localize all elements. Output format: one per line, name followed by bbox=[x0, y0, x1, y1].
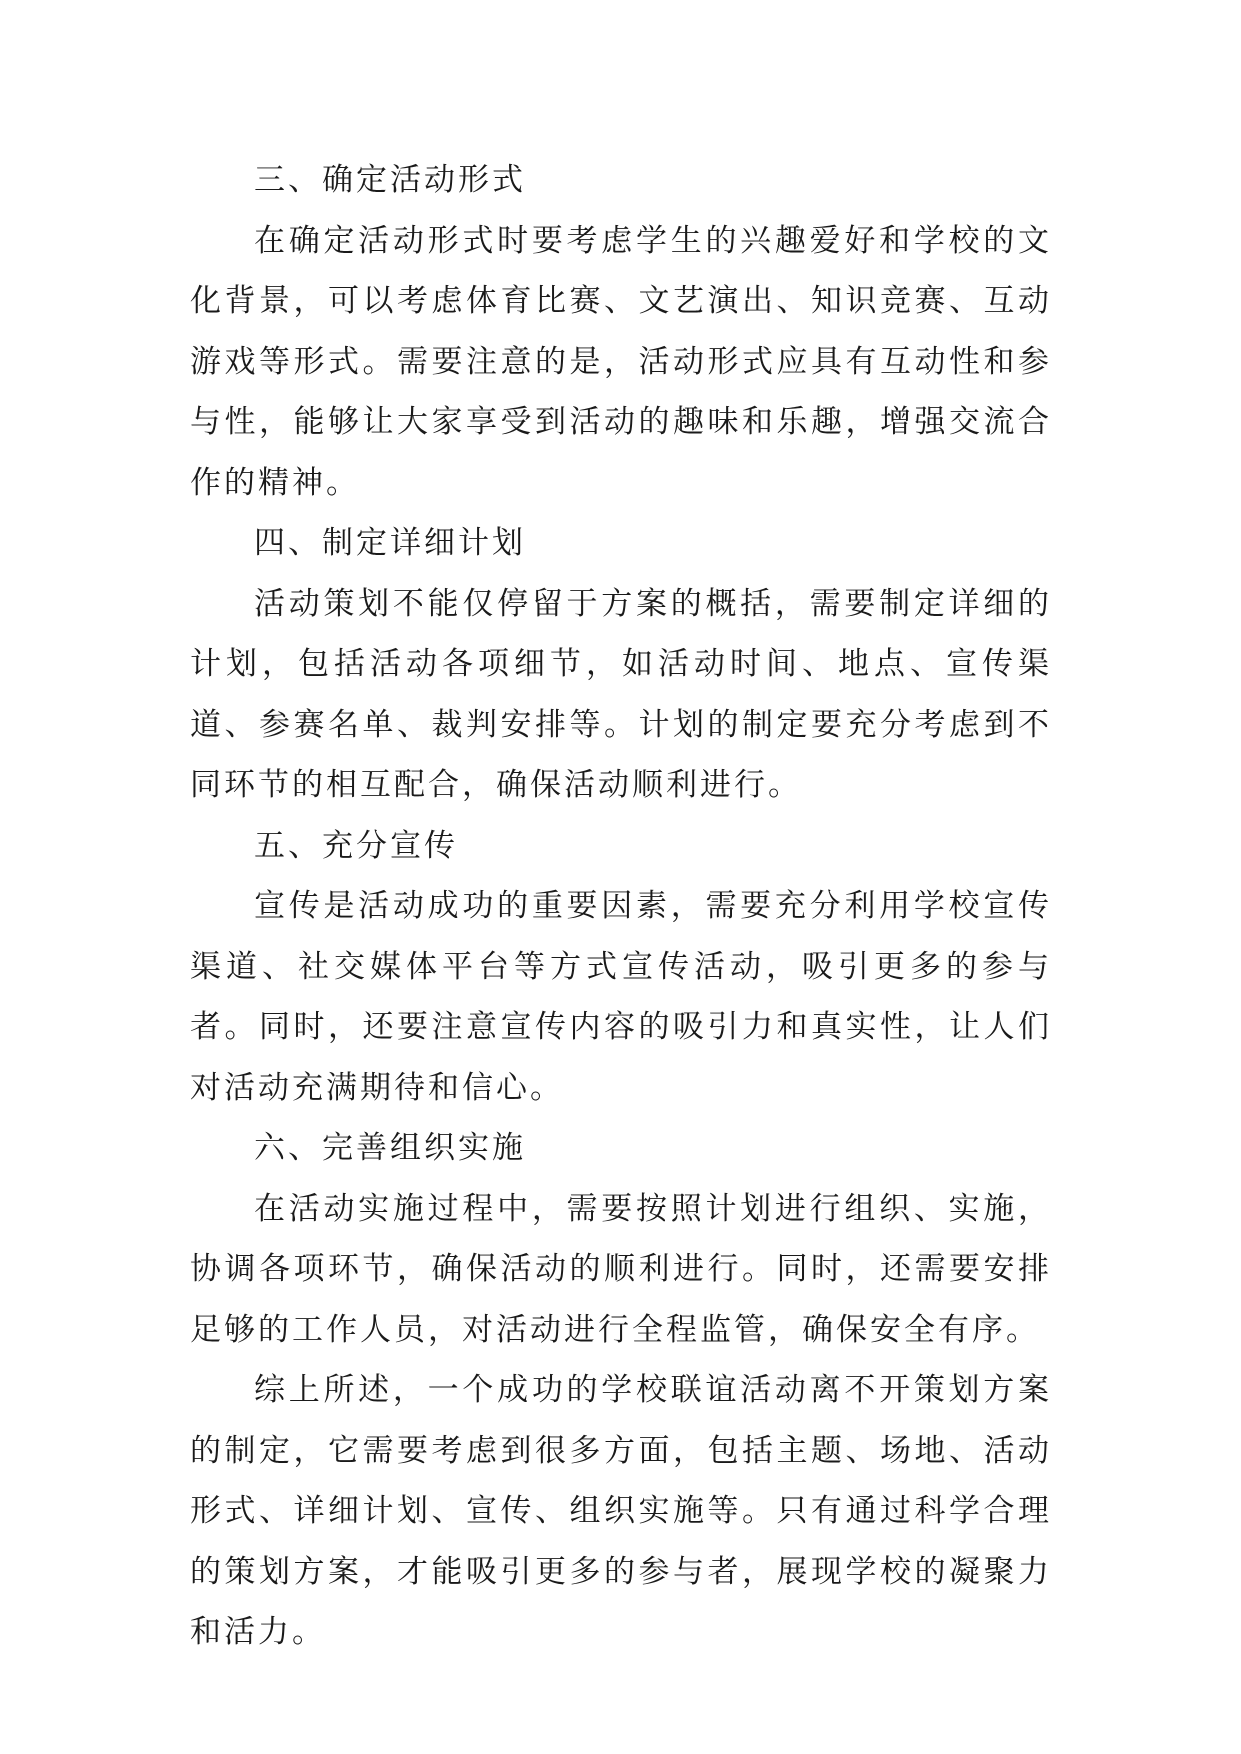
paragraph-conclusion: 综上所述，一个成功的学校联谊活动离不开策划方案的制定，它需要考虑到很多方面，包括主题、场地、活动形式、详细计划、宣传、组织实施等。只有通过科学合理的策划方案，才能吸引更多的参与者，展现学校的凝聚力和活力。 bbox=[190, 1372, 1052, 1650]
paragraph-activity-form: 在确定活动形式时要考虑学生的兴趣爱好和学校的文化背景，可以考虑体育比赛、文艺演出、知识竞赛、互动游戏等形式。需要注意的是，活动形式应具有互动性和参与性，能够让大家享受到活动的趣味和乐趣，增强交流合作的精神。 bbox=[190, 222, 1052, 501]
paragraph-detailed-plan: 活动策划不能仅停留于方案的概括，需要制定详细的计划，包括活动各项细节，如活动时间、地点、宣传渠道、参赛名单、裁判安排等。计划的制定要充分考虑到不同环节的相互配合，确保活动顺利进行。 bbox=[190, 585, 1052, 803]
document-page bbox=[190, 150, 1052, 1663]
section-heading-6: 六、完善组织实施 bbox=[254, 1130, 526, 1166]
section-heading-5: 五、充分宣传 bbox=[254, 827, 458, 864]
paragraph-publicity: 宣传是活动成功的重要因素，需要充分利用学校宣传渠道、社交媒体平台等方式宣传活动，吸引更多的参与者。同时，还要注意宣传内容的吸引力和真实性，让人们对活动充满期待和信心。 bbox=[190, 888, 1052, 1106]
section-heading-4: 四、制定详细计划 bbox=[254, 525, 526, 561]
paragraph-implementation: 在活动实施过程中，需要按照计划进行组织、实施，协调各项环节，确保活动的顺利进行。同时，还需要安排足够的工作人员，对活动进行全程监管，确保安全有序。 bbox=[190, 1190, 1052, 1348]
section-heading-3: 三、确定活动形式 bbox=[254, 162, 526, 198]
